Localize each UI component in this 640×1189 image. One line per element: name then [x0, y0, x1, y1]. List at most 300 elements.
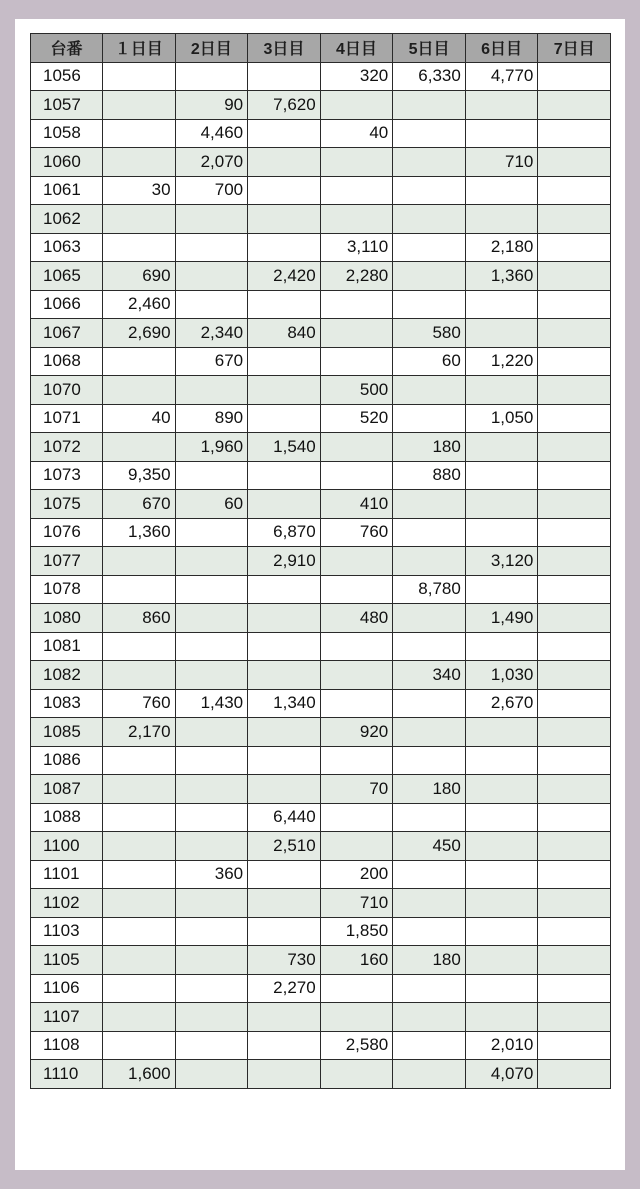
table-row — [31, 604, 611, 633]
table-row — [31, 91, 611, 120]
day-value-cell — [465, 176, 538, 205]
day-value-cell: 2,670 — [465, 689, 538, 718]
day-value-cell — [538, 91, 611, 120]
day-value-cell — [103, 889, 176, 918]
day-value-cell — [393, 376, 466, 405]
table-row — [31, 889, 611, 918]
day-value-cell — [465, 974, 538, 1003]
day-value-cell: 2,010 — [465, 1031, 538, 1060]
day-value-cell — [103, 575, 176, 604]
day-value-cell: 2,420 — [248, 262, 321, 291]
table-row — [31, 148, 611, 177]
day-value-cell — [175, 1060, 248, 1089]
day-value-cell — [465, 860, 538, 889]
day-value-cell — [103, 632, 176, 661]
day-value-cell: 410 — [320, 490, 393, 519]
machine-number-cell: 1075 — [31, 490, 103, 519]
day-value-cell — [393, 1031, 466, 1060]
table-row — [31, 518, 611, 547]
day-value-cell: 730 — [248, 946, 321, 975]
machine-number-cell: 1070 — [31, 376, 103, 405]
day-value-cell — [393, 262, 466, 291]
day-value-cell — [248, 1060, 321, 1089]
day-value-cell: 200 — [320, 860, 393, 889]
day-value-cell — [248, 347, 321, 376]
day-value-cell — [103, 119, 176, 148]
day-value-cell — [103, 803, 176, 832]
day-value-cell — [175, 889, 248, 918]
day-value-cell — [320, 803, 393, 832]
machine-number-cell: 1083 — [31, 689, 103, 718]
day-value-cell — [248, 718, 321, 747]
day-value-cell: 2,280 — [320, 262, 393, 291]
day-value-cell — [465, 803, 538, 832]
table-row — [31, 974, 611, 1003]
day-value-cell — [103, 91, 176, 120]
day-value-cell — [248, 119, 321, 148]
day-value-cell: 760 — [103, 689, 176, 718]
day-value-cell — [103, 860, 176, 889]
day-value-cell — [103, 347, 176, 376]
table-row — [31, 1003, 611, 1032]
day-value-cell: 4,460 — [175, 119, 248, 148]
day-value-cell — [538, 461, 611, 490]
day-value-cell — [103, 775, 176, 804]
table-panel — [15, 19, 625, 1170]
day-value-cell: 7,620 — [248, 91, 321, 120]
machine-number-cell: 1086 — [31, 746, 103, 775]
day-value-cell — [248, 176, 321, 205]
day-value-cell — [538, 433, 611, 462]
machine-number-cell: 1067 — [31, 319, 103, 348]
day-value-cell — [175, 376, 248, 405]
day-value-cell — [393, 860, 466, 889]
day-value-cell — [103, 1031, 176, 1060]
day-value-cell: 840 — [248, 319, 321, 348]
table-body — [31, 62, 611, 1088]
table-row — [31, 490, 611, 519]
day-value-cell — [393, 889, 466, 918]
day-value-cell — [538, 718, 611, 747]
day-value-cell — [320, 148, 393, 177]
day-value-cell — [538, 604, 611, 633]
day-value-cell — [175, 205, 248, 234]
day-value-cell: 710 — [320, 889, 393, 918]
day-value-cell — [175, 604, 248, 633]
day-value-cell — [538, 803, 611, 832]
machine-number-cell: 1108 — [31, 1031, 103, 1060]
day-value-cell — [320, 1060, 393, 1089]
day-value-cell — [465, 490, 538, 519]
day-value-cell: 890 — [175, 404, 248, 433]
day-value-cell — [248, 62, 321, 91]
day-value-cell — [175, 1031, 248, 1060]
table-row — [31, 262, 611, 291]
day-value-cell: 2,180 — [465, 233, 538, 262]
day-value-cell: 8,780 — [393, 575, 466, 604]
header-row — [31, 34, 611, 63]
day-value-cell — [175, 661, 248, 690]
day-value-cell: 340 — [393, 661, 466, 690]
machine-number-cell: 1082 — [31, 661, 103, 690]
day-value-cell: 160 — [320, 946, 393, 975]
day-value-cell: 6,870 — [248, 518, 321, 547]
day-value-cell — [320, 575, 393, 604]
day-value-cell: 670 — [175, 347, 248, 376]
day-value-cell — [465, 433, 538, 462]
day-value-cell — [465, 376, 538, 405]
day-value-cell — [320, 433, 393, 462]
day-value-cell — [465, 718, 538, 747]
day-value-cell — [248, 290, 321, 319]
day-value-cell — [393, 632, 466, 661]
table-row — [31, 319, 611, 348]
day-value-cell — [465, 205, 538, 234]
day-value-cell — [103, 233, 176, 262]
table-row — [31, 233, 611, 262]
day-value-cell: 180 — [393, 946, 466, 975]
table-row — [31, 746, 611, 775]
day-value-cell — [393, 233, 466, 262]
day-value-cell — [175, 290, 248, 319]
day-value-cell — [103, 62, 176, 91]
day-value-cell — [248, 1031, 321, 1060]
day-value-cell — [320, 974, 393, 1003]
day-value-cell: 1,360 — [103, 518, 176, 547]
day-value-cell: 2,070 — [175, 148, 248, 177]
machine-number-cell: 1105 — [31, 946, 103, 975]
day-value-cell: 480 — [320, 604, 393, 633]
day-value-cell — [465, 1003, 538, 1032]
day-value-cell — [103, 433, 176, 462]
day-value-cell — [175, 775, 248, 804]
day-value-cell — [320, 461, 393, 490]
machine-daily-table — [30, 33, 611, 1089]
day-value-cell — [175, 746, 248, 775]
day-value-cell: 180 — [393, 433, 466, 462]
day-value-cell — [393, 404, 466, 433]
machine-number-cell: 1100 — [31, 832, 103, 861]
machine-number-cell: 1087 — [31, 775, 103, 804]
day-value-cell: 90 — [175, 91, 248, 120]
day-value-cell — [393, 119, 466, 148]
machine-number-cell: 1107 — [31, 1003, 103, 1032]
table-row — [31, 205, 611, 234]
day-value-cell — [393, 176, 466, 205]
day-value-cell — [248, 490, 321, 519]
day-value-cell — [538, 775, 611, 804]
day-value-cell — [393, 718, 466, 747]
machine-number-cell: 1078 — [31, 575, 103, 604]
machine-number-cell: 1066 — [31, 290, 103, 319]
header-day-4: 4日目 — [320, 34, 393, 63]
day-value-cell: 690 — [103, 262, 176, 291]
day-value-cell — [175, 946, 248, 975]
day-value-cell — [538, 347, 611, 376]
day-value-cell — [538, 518, 611, 547]
day-value-cell — [175, 632, 248, 661]
day-value-cell — [538, 746, 611, 775]
day-value-cell — [320, 632, 393, 661]
day-value-cell — [103, 917, 176, 946]
table-row — [31, 404, 611, 433]
machine-number-cell: 1063 — [31, 233, 103, 262]
day-value-cell — [248, 632, 321, 661]
day-value-cell — [538, 1031, 611, 1060]
day-value-cell — [320, 1003, 393, 1032]
day-value-cell — [103, 148, 176, 177]
table-row — [31, 661, 611, 690]
day-value-cell: 320 — [320, 62, 393, 91]
day-value-cell: 60 — [393, 347, 466, 376]
day-value-cell — [248, 376, 321, 405]
day-value-cell — [465, 575, 538, 604]
machine-number-cell: 1060 — [31, 148, 103, 177]
header-day-5: 5日目 — [393, 34, 466, 63]
day-value-cell: 1,340 — [248, 689, 321, 718]
day-value-cell — [538, 632, 611, 661]
day-value-cell — [465, 632, 538, 661]
day-value-cell — [538, 62, 611, 91]
day-value-cell — [248, 461, 321, 490]
day-value-cell — [393, 148, 466, 177]
day-value-cell — [248, 404, 321, 433]
day-value-cell — [538, 832, 611, 861]
day-value-cell — [393, 547, 466, 576]
day-value-cell: 60 — [175, 490, 248, 519]
day-value-cell — [538, 1060, 611, 1089]
table-row — [31, 775, 611, 804]
day-value-cell — [538, 661, 611, 690]
day-value-cell: 3,120 — [465, 547, 538, 576]
day-value-cell — [320, 746, 393, 775]
day-value-cell — [538, 262, 611, 291]
day-value-cell: 670 — [103, 490, 176, 519]
machine-number-cell: 1076 — [31, 518, 103, 547]
table-row — [31, 689, 611, 718]
day-value-cell — [320, 547, 393, 576]
day-value-cell: 4,770 — [465, 62, 538, 91]
day-value-cell — [175, 262, 248, 291]
table-row — [31, 832, 611, 861]
day-value-cell — [465, 746, 538, 775]
day-value-cell — [538, 290, 611, 319]
day-value-cell — [320, 91, 393, 120]
table-row — [31, 718, 611, 747]
day-value-cell — [175, 1003, 248, 1032]
day-value-cell: 580 — [393, 319, 466, 348]
day-value-cell — [320, 319, 393, 348]
day-value-cell — [103, 832, 176, 861]
table-row — [31, 62, 611, 91]
day-value-cell — [248, 917, 321, 946]
day-value-cell — [538, 404, 611, 433]
machine-number-cell: 1081 — [31, 632, 103, 661]
day-value-cell — [175, 832, 248, 861]
day-value-cell: 2,270 — [248, 974, 321, 1003]
day-value-cell — [175, 974, 248, 1003]
machine-number-cell: 1110 — [31, 1060, 103, 1089]
day-value-cell — [465, 832, 538, 861]
day-value-cell — [320, 689, 393, 718]
table-row — [31, 290, 611, 319]
machine-number-cell: 1061 — [31, 176, 103, 205]
day-value-cell — [393, 490, 466, 519]
day-value-cell — [320, 176, 393, 205]
day-value-cell — [538, 176, 611, 205]
day-value-cell — [248, 148, 321, 177]
header-day-2: 2日目 — [175, 34, 248, 63]
day-value-cell: 1,050 — [465, 404, 538, 433]
day-value-cell — [320, 347, 393, 376]
header-machine-no: 台番 — [31, 34, 103, 63]
table-row — [31, 1060, 611, 1089]
day-value-cell: 920 — [320, 718, 393, 747]
day-value-cell — [538, 490, 611, 519]
day-value-cell: 2,910 — [248, 547, 321, 576]
day-value-cell — [465, 461, 538, 490]
machine-number-cell: 1103 — [31, 917, 103, 946]
day-value-cell — [248, 205, 321, 234]
day-value-cell: 360 — [175, 860, 248, 889]
day-value-cell — [248, 1003, 321, 1032]
day-value-cell — [393, 689, 466, 718]
day-value-cell: 2,170 — [103, 718, 176, 747]
machine-number-cell: 1088 — [31, 803, 103, 832]
day-value-cell — [175, 575, 248, 604]
day-value-cell — [320, 832, 393, 861]
day-value-cell — [538, 376, 611, 405]
day-value-cell — [393, 746, 466, 775]
day-value-cell: 6,330 — [393, 62, 466, 91]
day-value-cell — [248, 604, 321, 633]
day-value-cell: 2,510 — [248, 832, 321, 861]
day-value-cell: 1,220 — [465, 347, 538, 376]
machine-number-cell: 1068 — [31, 347, 103, 376]
day-value-cell — [175, 547, 248, 576]
day-value-cell — [175, 518, 248, 547]
day-value-cell — [465, 290, 538, 319]
day-value-cell: 860 — [103, 604, 176, 633]
day-value-cell — [538, 233, 611, 262]
day-value-cell — [538, 119, 611, 148]
day-value-cell: 70 — [320, 775, 393, 804]
day-value-cell — [393, 1003, 466, 1032]
day-value-cell — [393, 290, 466, 319]
table-row — [31, 1031, 611, 1060]
table-row — [31, 547, 611, 576]
day-value-cell: 700 — [175, 176, 248, 205]
day-value-cell — [103, 746, 176, 775]
table-row — [31, 917, 611, 946]
day-value-cell — [248, 746, 321, 775]
day-value-cell — [393, 91, 466, 120]
day-value-cell — [320, 205, 393, 234]
day-value-cell: 2,340 — [175, 319, 248, 348]
table-row — [31, 632, 611, 661]
day-value-cell — [538, 946, 611, 975]
day-value-cell — [465, 889, 538, 918]
day-value-cell — [393, 1060, 466, 1089]
day-value-cell: 1,540 — [248, 433, 321, 462]
day-value-cell — [538, 148, 611, 177]
day-value-cell — [465, 319, 538, 348]
day-value-cell — [538, 205, 611, 234]
day-value-cell — [538, 917, 611, 946]
day-value-cell — [538, 689, 611, 718]
day-value-cell: 40 — [320, 119, 393, 148]
day-value-cell — [538, 860, 611, 889]
day-value-cell: 180 — [393, 775, 466, 804]
day-value-cell: 520 — [320, 404, 393, 433]
day-value-cell: 760 — [320, 518, 393, 547]
day-value-cell: 880 — [393, 461, 466, 490]
day-value-cell — [393, 604, 466, 633]
day-value-cell — [103, 946, 176, 975]
day-value-cell: 9,350 — [103, 461, 176, 490]
machine-number-cell: 1073 — [31, 461, 103, 490]
table-row — [31, 803, 611, 832]
day-value-cell — [538, 319, 611, 348]
day-value-cell — [175, 62, 248, 91]
day-value-cell — [175, 461, 248, 490]
day-value-cell — [465, 946, 538, 975]
day-value-cell — [175, 803, 248, 832]
day-value-cell — [538, 974, 611, 1003]
day-value-cell — [393, 518, 466, 547]
day-value-cell — [248, 775, 321, 804]
day-value-cell: 2,460 — [103, 290, 176, 319]
day-value-cell — [175, 233, 248, 262]
day-value-cell: 1,360 — [465, 262, 538, 291]
machine-number-cell: 1072 — [31, 433, 103, 462]
day-value-cell: 710 — [465, 148, 538, 177]
table-row — [31, 347, 611, 376]
day-value-cell — [103, 205, 176, 234]
header-day-1: １日目 — [103, 34, 176, 63]
day-value-cell — [103, 974, 176, 1003]
machine-number-cell: 1080 — [31, 604, 103, 633]
day-value-cell — [538, 575, 611, 604]
day-value-cell — [248, 575, 321, 604]
day-value-cell — [465, 917, 538, 946]
day-value-cell — [103, 661, 176, 690]
table-header — [31, 34, 611, 63]
table-row — [31, 575, 611, 604]
machine-number-cell: 1056 — [31, 62, 103, 91]
day-value-cell: 1,030 — [465, 661, 538, 690]
day-value-cell — [103, 1003, 176, 1032]
day-value-cell — [465, 91, 538, 120]
day-value-cell — [465, 518, 538, 547]
day-value-cell — [393, 205, 466, 234]
table-row — [31, 461, 611, 490]
machine-number-cell: 1062 — [31, 205, 103, 234]
day-value-cell: 2,690 — [103, 319, 176, 348]
day-value-cell: 1,600 — [103, 1060, 176, 1089]
day-value-cell — [248, 661, 321, 690]
table-row — [31, 433, 611, 462]
day-value-cell — [175, 718, 248, 747]
machine-number-cell: 1065 — [31, 262, 103, 291]
machine-number-cell: 1077 — [31, 547, 103, 576]
machine-number-cell: 1058 — [31, 119, 103, 148]
day-value-cell — [393, 917, 466, 946]
day-value-cell — [103, 376, 176, 405]
day-value-cell: 1,490 — [465, 604, 538, 633]
day-value-cell: 1,430 — [175, 689, 248, 718]
table-row — [31, 946, 611, 975]
